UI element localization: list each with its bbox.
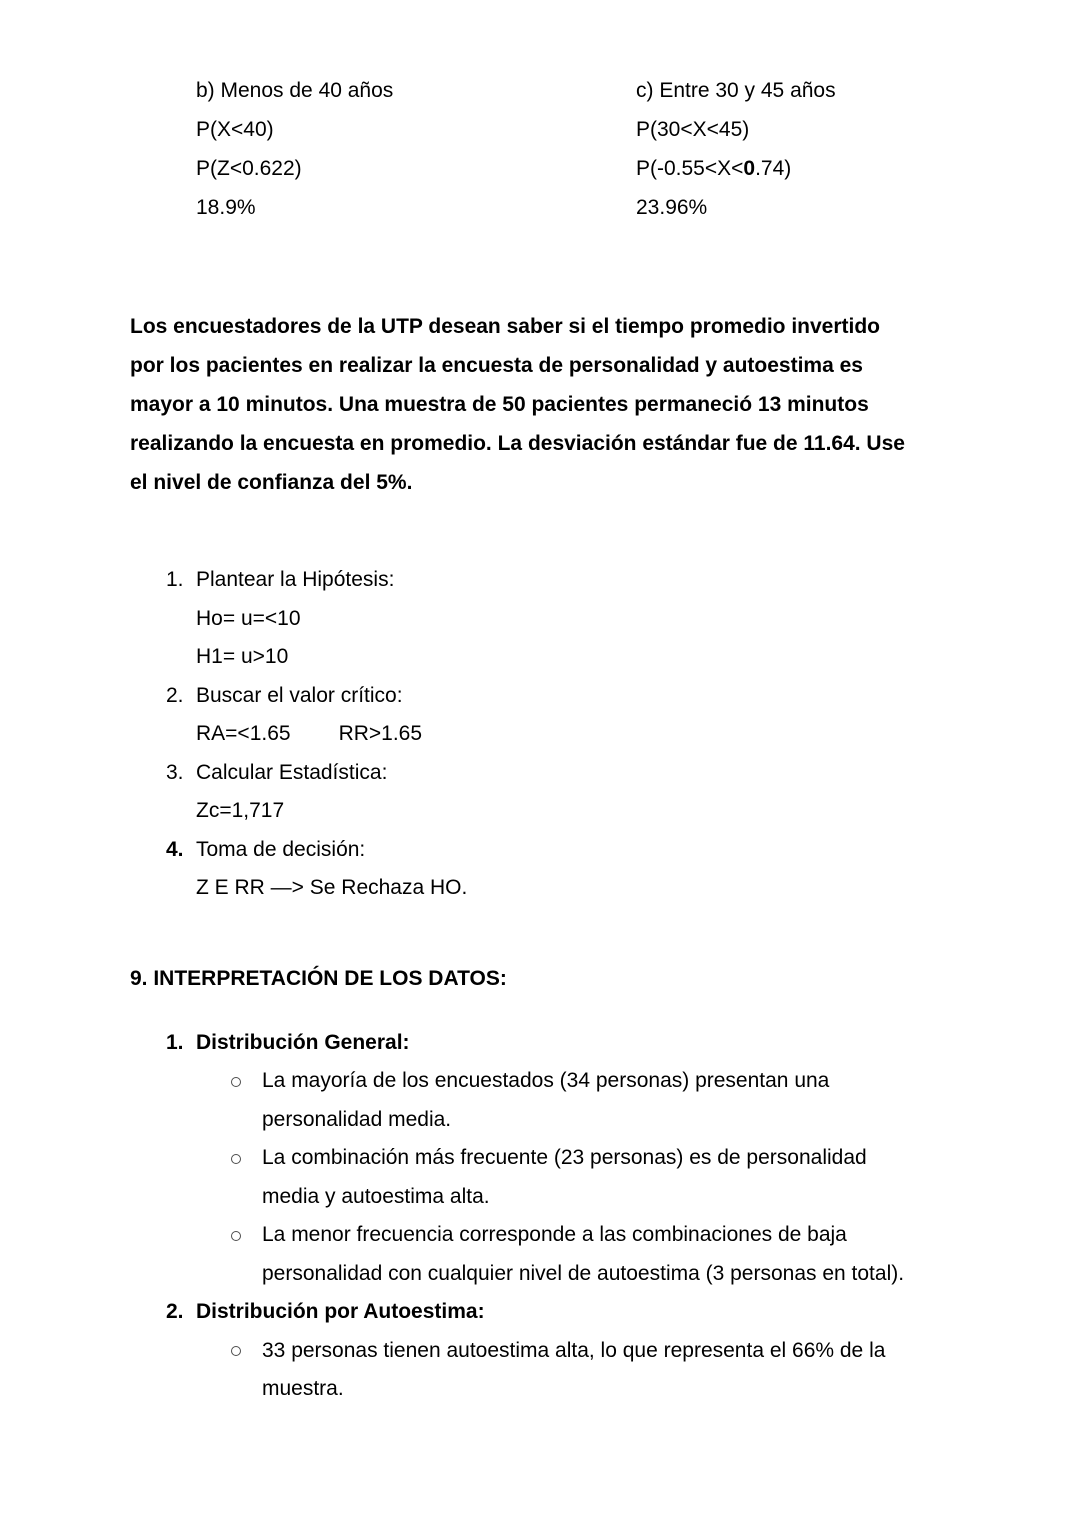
bullet-text: 33 personas tienen autoestima alta, lo que representa el 66% de la xyxy=(262,1338,886,1362)
probability-answers xyxy=(130,71,952,227)
bullet-marker xyxy=(231,1139,262,1178)
answer-c-result: 23.96% xyxy=(636,196,708,219)
step-item-3 xyxy=(130,754,952,793)
bullet-marker xyxy=(231,1332,262,1371)
bullet-item xyxy=(130,1139,952,1178)
step-detail: Ho= u=<10 xyxy=(196,606,301,630)
hypothesis-steps-list xyxy=(130,561,952,908)
text-run: RR>1.65 xyxy=(338,722,423,745)
step-detail: Zc=1,717 xyxy=(196,799,285,822)
bullet-marker xyxy=(231,1216,262,1255)
answer-column-c xyxy=(636,71,836,227)
step-detail: H1= u>10 xyxy=(196,645,289,668)
interpretation-item-1 xyxy=(130,1024,952,1063)
bullet-text-continued: personalidad con cualquier nivel de autoestima (3 personas en total). xyxy=(262,1261,905,1285)
item-title: Distribución por Autoestima: xyxy=(196,1300,485,1323)
problem-statement xyxy=(130,307,952,502)
bullet-item xyxy=(130,1216,952,1255)
answer-c-probability: P(30<X<45) xyxy=(636,118,750,141)
problem-line: por los pacientes en realizar la encuesta de personalidad y autoestima es xyxy=(130,354,863,377)
bullet-circle-icon xyxy=(231,1154,241,1164)
problem-line: Los encuestadores de la UTP desean saber si el tiempo promedio invertido xyxy=(130,315,881,338)
text-run: .74) xyxy=(755,157,792,180)
bullet-text-continued: media y autoestima alta. xyxy=(262,1184,490,1208)
step-number: 2. xyxy=(166,683,184,707)
bullet-text-continued: muestra. xyxy=(262,1377,344,1400)
bullet-text: La mayoría de los encuestados (34 personas) presentan una xyxy=(262,1069,830,1092)
problem-line: el nivel de confianza del 5%. xyxy=(130,471,413,494)
answer-c-zvalue xyxy=(636,149,836,188)
step-detail xyxy=(196,715,952,754)
text-run-bold: 0 xyxy=(743,157,756,180)
bullet-item xyxy=(130,1062,952,1101)
problem-line: realizando la encuesta en promedio. La desviación estándar fue de 11.64. Use xyxy=(130,432,905,455)
answer-b-probability: P(X<40) xyxy=(196,118,274,141)
item-number: 2. xyxy=(166,1300,184,1323)
bullet-circle-icon xyxy=(231,1077,241,1087)
problem-line: mayor a 10 minutos. Una muestra de 50 pacientes permaneció 13 minutos xyxy=(130,393,869,416)
bullet-text-continued: personalidad media. xyxy=(262,1107,452,1131)
step-number: 1. xyxy=(166,568,184,591)
bullet-text: La combinación más frecuente (23 personas) es de personalidad xyxy=(262,1146,867,1169)
answer-column-b xyxy=(196,71,636,227)
bullet-text: La menor frecuencia corresponde a las combinaciones de baja xyxy=(262,1223,847,1246)
item-title: Distribución General: xyxy=(196,1030,410,1054)
text-run: RA=<1.65 xyxy=(196,722,291,745)
interpretation-list xyxy=(130,1024,952,1409)
step-number: 3. xyxy=(166,760,184,784)
answer-c-title: c) Entre 30 y 45 años xyxy=(636,79,836,102)
bullet-circle-icon xyxy=(231,1231,241,1241)
step-item-2 xyxy=(130,677,952,716)
step-item-4 xyxy=(130,831,952,870)
step-title: Plantear la Hipótesis: xyxy=(196,568,395,591)
bullet-circle-icon xyxy=(231,1346,241,1356)
answer-b-title: b) Menos de 40 años xyxy=(196,79,394,102)
step-detail: Z E RR —> Se Rechaza HO. xyxy=(196,876,468,899)
step-item-1 xyxy=(130,561,952,600)
bullet-item xyxy=(130,1332,952,1371)
answer-b-result: 18.9% xyxy=(196,196,256,219)
step-title: Buscar el valor crítico: xyxy=(196,683,403,707)
step-title: Calcular Estadística: xyxy=(196,760,388,784)
step-number: 4. xyxy=(166,837,184,861)
bullet-marker xyxy=(231,1062,262,1101)
answer-b-zvalue: P(Z<0.622) xyxy=(196,157,302,180)
item-number: 1. xyxy=(166,1030,184,1054)
text-run: P(-0.55<X< xyxy=(636,157,744,180)
interpretation-item-2 xyxy=(130,1293,952,1332)
section-heading: 9. INTERPRETACIÓN DE LOS DATOS: xyxy=(130,966,507,990)
step-title: Toma de decisión: xyxy=(196,837,366,861)
